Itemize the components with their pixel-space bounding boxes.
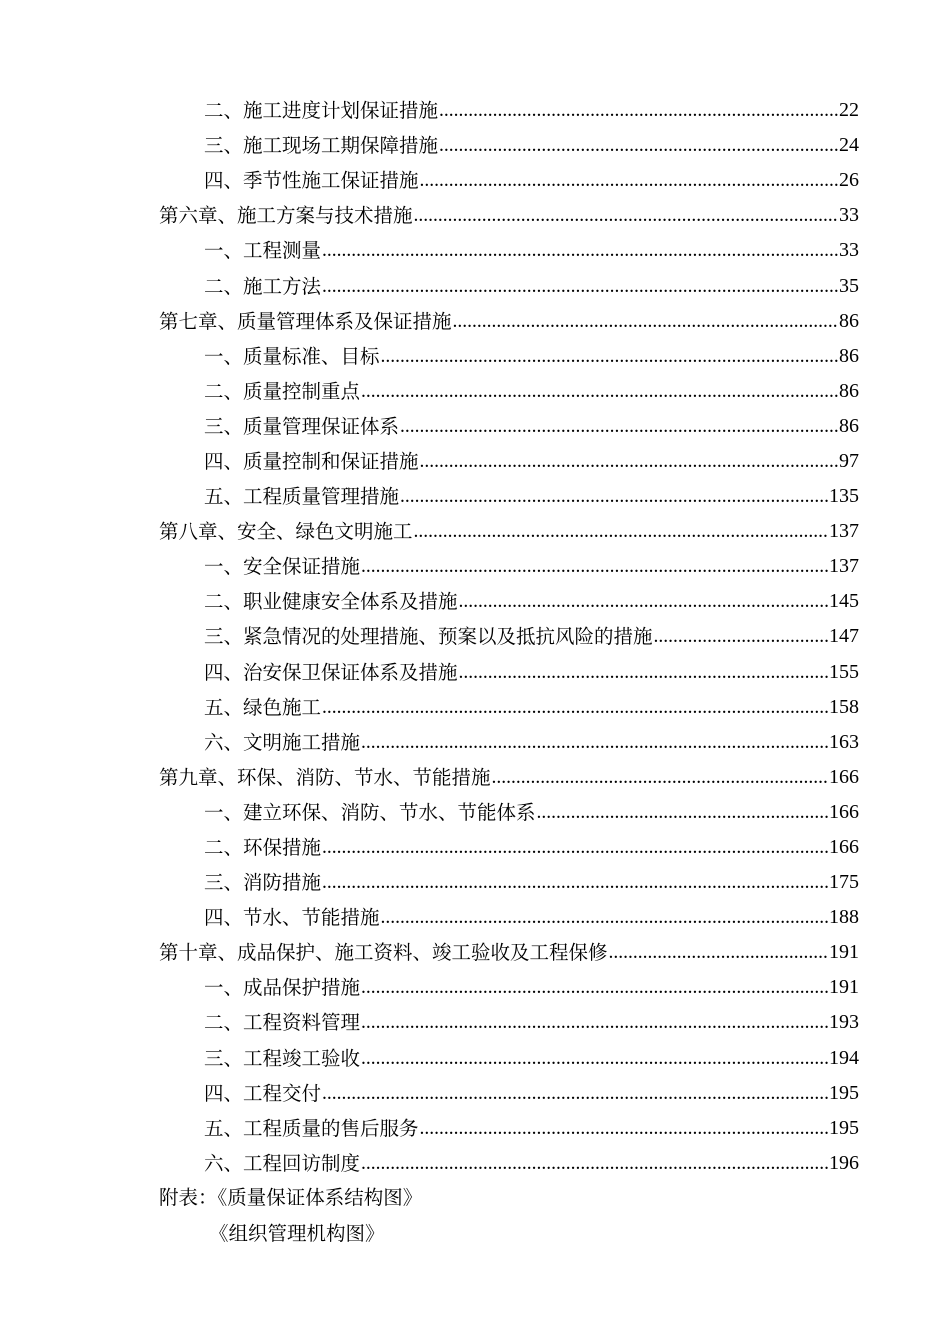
toc-leader-dots: [361, 970, 828, 1005]
toc-entry-title: 三、质量管理保证体系: [204, 409, 399, 444]
toc-leader-dots: [400, 409, 838, 444]
toc-entry-title: 四、工程交付: [204, 1076, 321, 1111]
toc-entry-page: 191: [829, 941, 859, 964]
toc-entry-title: 第十章、成品保护、施工资料、竣工验收及工程保修: [159, 935, 608, 970]
toc-entry-page: 135: [829, 485, 859, 508]
toc-entry-page: 86: [839, 414, 859, 437]
toc-entry-page: 175: [829, 871, 859, 894]
toc-leader-dots: [492, 760, 828, 795]
toc-entry-title: 四、治安保卫保证体系及措施: [204, 655, 458, 690]
toc-entry[interactable]: [0, 128, 859, 163]
toc-entry-page: 195: [829, 1081, 859, 1104]
toc-entry-title: 五、绿色施工: [204, 690, 321, 725]
toc-entry-page: 193: [829, 1011, 859, 1034]
toc-leader-dots: [361, 374, 838, 409]
toc-entry[interactable]: [0, 409, 859, 444]
toc-entry-title: 二、施工方法: [204, 269, 321, 304]
toc-leader-dots: [537, 795, 828, 830]
toc-entry-page: 26: [839, 169, 859, 192]
toc-entry-title: 二、工程资料管理: [204, 1005, 360, 1040]
toc-entry-page: 35: [839, 274, 859, 297]
toc-entry[interactable]: [0, 690, 859, 725]
toc-entry-page: 188: [829, 906, 859, 929]
toc-leader-dots: [609, 935, 828, 970]
toc-entry-page: 166: [829, 836, 859, 859]
toc-chapter-entry[interactable]: [0, 198, 859, 233]
toc-entry-title: 三、紧急情况的处理措施、预案以及抵抗风险的措施: [204, 619, 653, 654]
toc-entry-page: 166: [829, 800, 859, 823]
toc-entry[interactable]: [0, 1005, 859, 1040]
toc-entry-page: 86: [839, 379, 859, 402]
toc-entry[interactable]: [0, 339, 859, 374]
toc-entry[interactable]: [0, 1076, 859, 1111]
toc-entry-page: 33: [839, 239, 859, 262]
toc-entry-title: 二、质量控制重点: [204, 374, 360, 409]
toc-entry[interactable]: [0, 444, 859, 479]
toc-entry[interactable]: [0, 479, 859, 514]
toc-entry-title: 第七章、质量管理体系及保证措施: [159, 304, 452, 339]
toc-chapter-entry[interactable]: [0, 935, 859, 970]
toc-entry-title: 一、工程测量: [204, 233, 321, 268]
toc-entry-page: 33: [839, 204, 859, 227]
toc-entry[interactable]: [0, 619, 859, 654]
toc-leader-dots: [322, 233, 838, 268]
toc-chapter-entry[interactable]: [0, 304, 859, 339]
toc-entry-page: 194: [829, 1046, 859, 1069]
toc-entry-title: 三、消防措施: [204, 865, 321, 900]
toc-chapter-entry[interactable]: [0, 760, 859, 795]
toc-entry[interactable]: [0, 374, 859, 409]
toc-entry[interactable]: [0, 725, 859, 760]
toc-leader-dots: [453, 304, 838, 339]
toc-leader-dots: [322, 269, 838, 304]
toc-entry[interactable]: [0, 1041, 859, 1076]
toc-entry-page: 191: [829, 976, 859, 999]
toc-entry-page: 24: [839, 134, 859, 157]
toc-entry-title: 四、质量控制和保证措施: [204, 444, 419, 479]
appendix-line-1: 附表：《质量保证体系结构图》: [159, 1186, 423, 1209]
toc-leader-dots: [654, 619, 828, 654]
toc-entry-page: 155: [829, 660, 859, 683]
toc-entry-title: 一、建立环保、消防、节水、节能体系: [204, 795, 536, 830]
toc-entry-title: 一、成品保护措施: [204, 970, 360, 1005]
toc-leader-dots: [361, 725, 828, 760]
toc-entry-title: 五、工程质量管理措施: [204, 479, 399, 514]
toc-entry-page: 137: [829, 520, 859, 543]
toc-leader-dots: [361, 1146, 828, 1181]
toc-entry-page: 158: [829, 695, 859, 718]
toc-entry-title: 三、工程竣工验收: [204, 1041, 360, 1076]
toc-chapter-entry[interactable]: [0, 514, 859, 549]
toc-entry[interactable]: [0, 268, 859, 303]
toc-leader-dots: [381, 900, 828, 935]
toc-entry-title: 六、工程回访制度: [204, 1146, 360, 1181]
toc-entry[interactable]: [0, 233, 859, 268]
toc-leader-dots: [420, 444, 838, 479]
toc-entry-title: 二、职业健康安全体系及措施: [204, 584, 458, 619]
toc-leader-dots: [420, 163, 838, 198]
toc-entry-page: 137: [829, 555, 859, 578]
toc-entry-title: 三、施工现场工期保障措施: [204, 128, 438, 163]
toc-leader-dots: [439, 93, 838, 128]
toc-entry[interactable]: [0, 93, 859, 128]
toc-entry-page: 145: [829, 590, 859, 613]
toc-entry-title: 四、季节性施工保证措施: [204, 163, 419, 198]
toc-entry-title: 四、节水、节能措施: [204, 900, 380, 935]
toc-leader-dots: [459, 584, 828, 619]
toc-leader-dots: [414, 198, 838, 233]
toc-entry[interactable]: [0, 830, 859, 865]
toc-leader-dots: [322, 865, 828, 900]
toc-entry-page: 147: [829, 625, 859, 648]
toc-entry-title: 一、质量标准、目标: [204, 339, 380, 374]
toc-entry[interactable]: [0, 970, 859, 1005]
toc-leader-dots: [322, 1076, 828, 1111]
toc-entry[interactable]: [0, 655, 859, 690]
toc-leader-dots: [361, 1041, 828, 1076]
toc-entry[interactable]: [0, 865, 859, 900]
toc-leader-dots: [459, 655, 828, 690]
toc-leader-dots: [439, 128, 838, 163]
toc-leader-dots: [361, 549, 828, 584]
table-of-contents: [0, 93, 950, 1181]
toc-entry-title: 第八章、安全、绿色文明施工: [159, 514, 413, 549]
toc-entry[interactable]: [0, 1146, 859, 1181]
toc-entry[interactable]: [0, 584, 859, 619]
toc-entry-title: 五、工程质量的售后服务: [204, 1111, 419, 1146]
toc-entry[interactable]: [0, 1111, 859, 1146]
toc-entry-page: 166: [829, 765, 859, 788]
toc-leader-dots: [400, 479, 828, 514]
toc-leader-dots: [322, 690, 828, 725]
toc-leader-dots: [420, 1111, 828, 1146]
toc-entry[interactable]: [0, 900, 859, 935]
toc-entry-page: 97: [839, 449, 859, 472]
appendix-line-2: 《组织管理机构图》: [209, 1222, 385, 1245]
toc-entry-page: 86: [839, 344, 859, 367]
toc-entry[interactable]: [0, 163, 859, 198]
toc-entry-page: 196: [829, 1151, 859, 1174]
toc-entry[interactable]: [0, 795, 859, 830]
toc-entry-page: 22: [839, 99, 859, 122]
toc-entry-page: 86: [839, 309, 859, 332]
toc-leader-dots: [414, 514, 828, 549]
toc-leader-dots: [361, 1005, 828, 1040]
toc-leader-dots: [381, 339, 838, 374]
toc-entry-title: 六、文明施工措施: [204, 725, 360, 760]
toc-entry-title: 一、安全保证措施: [204, 549, 360, 584]
toc-entry-title: 二、施工进度计划保证措施: [204, 93, 438, 128]
toc-entry-title: 第六章、施工方案与技术措施: [159, 198, 413, 233]
toc-entry-title: 二、环保措施: [204, 830, 321, 865]
toc-entry-page: 195: [829, 1116, 859, 1139]
toc-entry[interactable]: [0, 549, 859, 584]
toc-entry-page: 163: [829, 730, 859, 753]
toc-entry-title: 第九章、环保、消防、节水、节能措施: [159, 760, 491, 795]
toc-leader-dots: [322, 830, 828, 865]
